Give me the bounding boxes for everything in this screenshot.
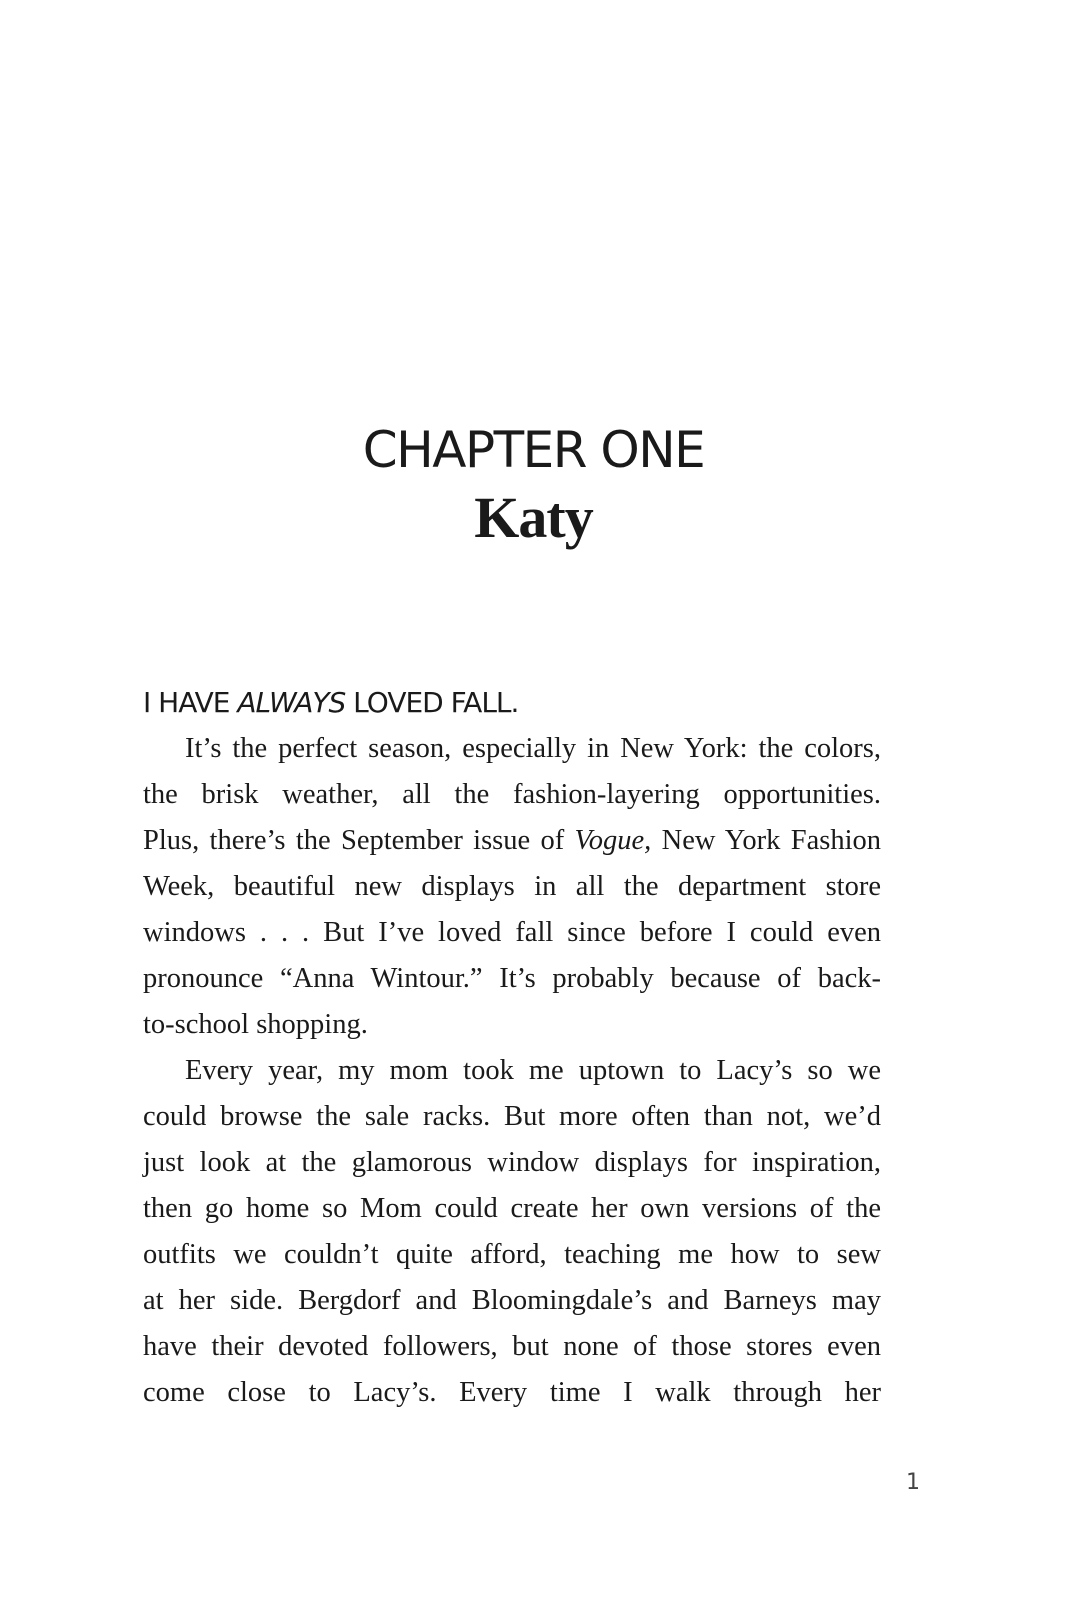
opener-part-1: I HAVE [143,686,238,719]
paragraph-2-line: then go home so Mom could create her own versions of the [143,1193,881,1224]
paragraph-1-line: to-school shopping. [143,1009,368,1040]
paragraph-2-line: just look at the glamorous window displays for inspiration, [143,1147,881,1178]
body-text [143,680,881,1416]
italic-title: Vogue, [574,825,652,856]
paragraph-2-line: have their devoted followers, but none of those stores even [143,1331,881,1362]
line-segment: Plus, there’s the September issue of [143,825,575,856]
paragraph-2-line: at her side. Bergdorf and Bloomingdale’s and Barneys may [143,1285,881,1316]
chapter-name: Katy [474,485,593,550]
paragraph-2-line: Every year, my mom took me uptown to Lacy’s so we [185,1055,881,1086]
opener-part-2: LOVED FALL. [345,686,519,719]
paragraph-1-line: the brisk weather, all the fashion-layering opportunities. [143,779,881,810]
chapter-heading: CHAPTER ONE [362,421,705,479]
paragraph-1-line: windows . . . But I’ve loved fall since before I could even [143,917,881,948]
paragraph-1-line: It’s the perfect season, especially in New York: the colors, [185,733,881,764]
page-number: 1 [906,1470,920,1495]
paragraph-2-line: outfits we couldn’t quite afford, teaching me how to sew [143,1239,881,1270]
paragraph-2-line: come close to Lacy’s. Every time I walk through her [143,1377,881,1408]
line-segment: New York Fashion [651,825,881,856]
paragraph-1-line: Week, beautiful new displays in all the department store [143,871,881,902]
paragraph-2-line: could browse the sale racks. But more often than not, we’d [143,1101,881,1132]
chapter-opener [143,680,881,726]
paragraph-1-line: pronounce “Anna Wintour.” It’s probably because of back- [143,963,881,994]
opener-italic: ALWAYS [237,686,346,719]
paragraph-1-line [143,818,881,864]
